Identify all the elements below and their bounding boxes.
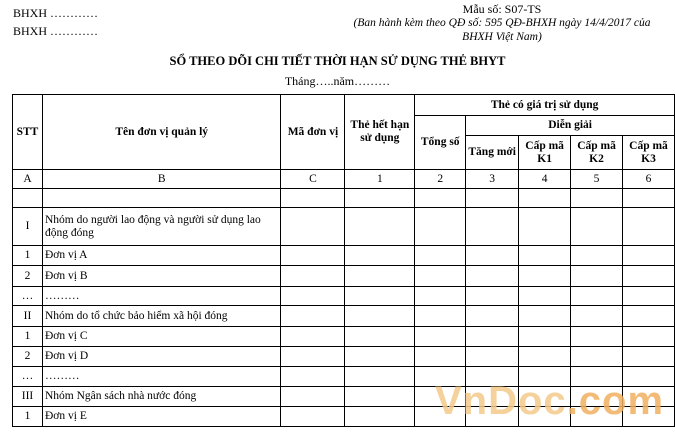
index-cell: A [13, 170, 43, 189]
index-cell: 5 [571, 170, 623, 189]
header-detail-group: Diễn giải [466, 116, 675, 136]
tracking-table [12, 94, 675, 427]
table-row [13, 347, 675, 367]
table-row [13, 246, 675, 266]
row-name [42, 189, 281, 208]
table-row [13, 306, 675, 327]
index-cell: 1 [345, 170, 415, 189]
index-row [13, 170, 675, 189]
header-k3: Cấp mã K3 [622, 136, 674, 170]
row-stt: 1 [13, 246, 43, 266]
index-cell: B [42, 170, 281, 189]
row-stt: … [13, 367, 43, 387]
index-cell: 2 [415, 170, 466, 189]
decree-line-2: BHXH Việt Nam) [462, 31, 542, 43]
watermark-brand: VnDoc [435, 379, 567, 423]
row-stt: III [13, 387, 43, 407]
index-cell: 3 [466, 170, 519, 189]
row-name: Đơn vị A [42, 246, 281, 266]
row-name: Đơn vị D [42, 347, 281, 367]
row-name: Nhóm do tổ chức bảo hiểm xã hội đóng [42, 306, 281, 327]
row-stt: 1 [13, 327, 43, 347]
row-name: Nhóm do người lao động và người sử dụng lao động đóng [42, 208, 281, 246]
document-title: SỔ THEO DÕI CHI TIẾT THỜI HẠN SỬ DỤNG THẺ BHYT [169, 54, 506, 68]
row-name: Đơn vị C [42, 327, 281, 347]
vndoc-watermark-logo [435, 379, 664, 424]
index-cell: C [281, 170, 345, 189]
header-valid-group: Thẻ có giá trị sử dụng [415, 95, 675, 116]
header-expired: Thẻ hết hạn sử dụng [345, 95, 415, 170]
header-right [336, 2, 668, 44]
header-stt: STT [13, 95, 43, 170]
row-name: Đơn vị E [42, 407, 281, 427]
row-name: Đơn vị B [42, 266, 281, 287]
agency-line-2: BHXH ………… [13, 24, 99, 38]
index-cell: 6 [622, 170, 674, 189]
row-stt: I [13, 208, 43, 246]
table-row [13, 327, 675, 347]
agency-line-1: BHXH ………… [13, 6, 99, 20]
header-unit-code: Mã đơn vị [281, 95, 345, 170]
header-new: Tăng mới [466, 136, 519, 170]
header-k1: Cấp mã K1 [519, 136, 571, 170]
header-unit-name: Tên đơn vị quản lý [42, 95, 281, 170]
row-stt: 1 [13, 407, 43, 427]
row-name: ……… [42, 287, 281, 306]
table-row [13, 287, 675, 306]
row-stt [13, 189, 43, 208]
table-row [13, 208, 675, 246]
form-number: Mẫu số: S07-TS [462, 2, 542, 16]
header-k2: Cấp mã K2 [571, 136, 623, 170]
period-line: Tháng…..năm……… [284, 74, 391, 88]
table-row [13, 266, 675, 287]
header-left [13, 4, 98, 40]
row-name: ……… [42, 367, 281, 387]
index-cell: 4 [519, 170, 571, 189]
table-row [13, 189, 675, 208]
row-stt: 2 [13, 266, 43, 287]
watermark-tld: .com [566, 379, 665, 423]
row-stt: … [13, 287, 43, 306]
row-stt: II [13, 306, 43, 327]
row-stt: 2 [13, 347, 43, 367]
header-total: Tổng số [415, 116, 466, 170]
row-name: Nhóm Ngân sách nhà nước đóng [42, 387, 281, 407]
decree-line-1: (Ban hành kèm theo QĐ số: 595 QĐ-BHXH ngày 14/4/2017 của [353, 17, 651, 29]
